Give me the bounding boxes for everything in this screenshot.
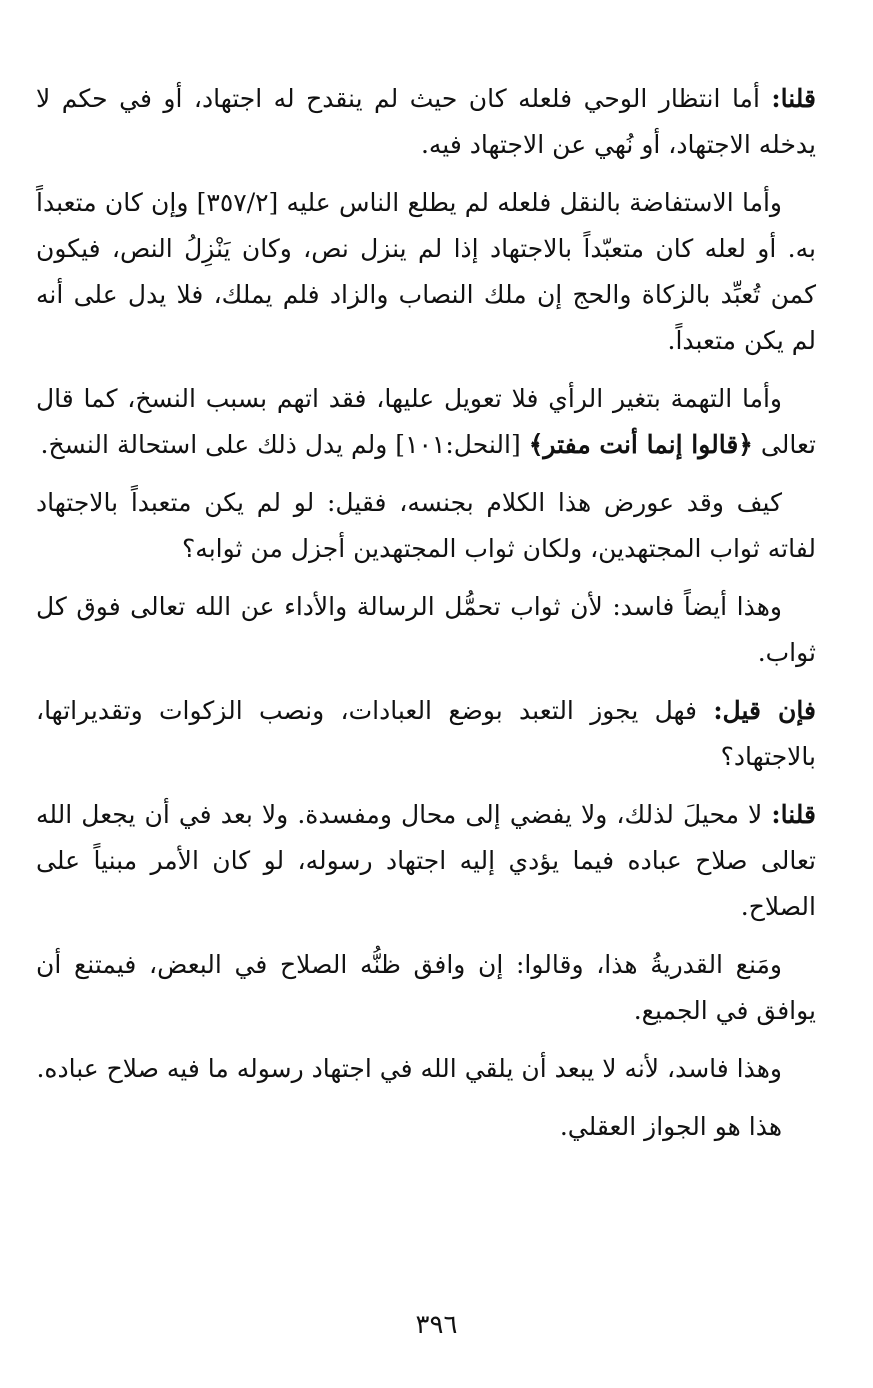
quran-quote: ﴿قالوا إنما أنت مفتر﴾ [528, 430, 753, 459]
paragraph-8 [36, 942, 816, 1034]
paragraph-lead: قلنا: [771, 800, 816, 829]
paragraph-9 [36, 1046, 816, 1092]
paragraph-text: وأما الاستفاضة بالنقل فلعله لم يطلع الناس عليه [٣٥٧/٢] وإن كان متعبداً به. أو لعله كان متعبّداً بالاجتهاد إذا لم ينزل نص، وكان يَنْزِلُ النص، فيكون كمن تُعبِّد بالزكاة والحج إن ملك النصاب والزاد فلم يملك، فلا يدل على أنه لم يكن متعبداً. [36, 188, 816, 355]
paragraph-lead: قلنا: [771, 84, 816, 113]
paragraph-text: ومَنع القدريةُ هذا، وقالوا: إن وافق ظنُّه الصلاح في البعض، فيمتنع أن يوافق في الجميع. [36, 950, 816, 1025]
paragraph-6 [36, 688, 816, 780]
paragraph-5 [36, 584, 816, 676]
paragraph-text: وهذا أيضاً فاسد: لأن ثواب تحمُّل الرسالة والأداء عن الله تعالى فوق كل ثواب. [36, 592, 816, 667]
paragraph-text: هذا هو الجواز العقلي. [559, 1112, 782, 1141]
paragraph-text: وأما التهمة بتغير الرأي فلا تعويل عليها، فقد اتهم بسبب النسخ، كما قال تعالى [36, 384, 816, 459]
paragraph-1 [36, 76, 816, 168]
paragraph-lead: فإن قيل: [713, 696, 816, 725]
paragraph-text: كيف وقد عورض هذا الكلام بجنسه، فقيل: لو لم يكن متعبداً بالاجتهاد لفاته ثواب المجتهدين، ولكان ثواب المجتهدين أجزل من ثوابه؟ [36, 488, 816, 563]
page-number: ٣٩٦ [415, 1310, 458, 1340]
paragraph-text: لا محيلَ لذلك، ولا يفضي إلى محال ومفسدة. ولا بعد في أن يجعل الله تعالى صلاح عباده فيما يؤدي إليه اجتهاد رسوله، لو كان الأمر مبنياً على الصلاح. [36, 800, 816, 921]
paragraph-2 [36, 180, 816, 364]
paragraph-text: أما انتظار الوحي فلعله كان حيث لم ينقدح له اجتهاد، أو في حكم لا يدخله الاجتهاد، أو نُهي عن الاجتهاد فيه. [36, 84, 816, 159]
paragraph-4 [36, 480, 816, 572]
paragraph-10 [36, 1104, 816, 1150]
paragraph-3 [36, 376, 816, 468]
paragraph-text: فهل يجوز التعبد بوضع العبادات، ونصب الزكوات وتقديراتها، بالاجتهاد؟ [36, 696, 816, 771]
paragraph-text: [النحل:١٠١] ولم يدل ذلك على استحالة النسخ. [40, 430, 529, 459]
body-text [36, 76, 816, 1162]
paragraph-text: وهذا فاسد، لأنه لا يبعد أن يلقي الله في اجتهاد رسوله ما فيه صلاح عباده. [36, 1054, 782, 1083]
paragraph-7 [36, 792, 816, 930]
